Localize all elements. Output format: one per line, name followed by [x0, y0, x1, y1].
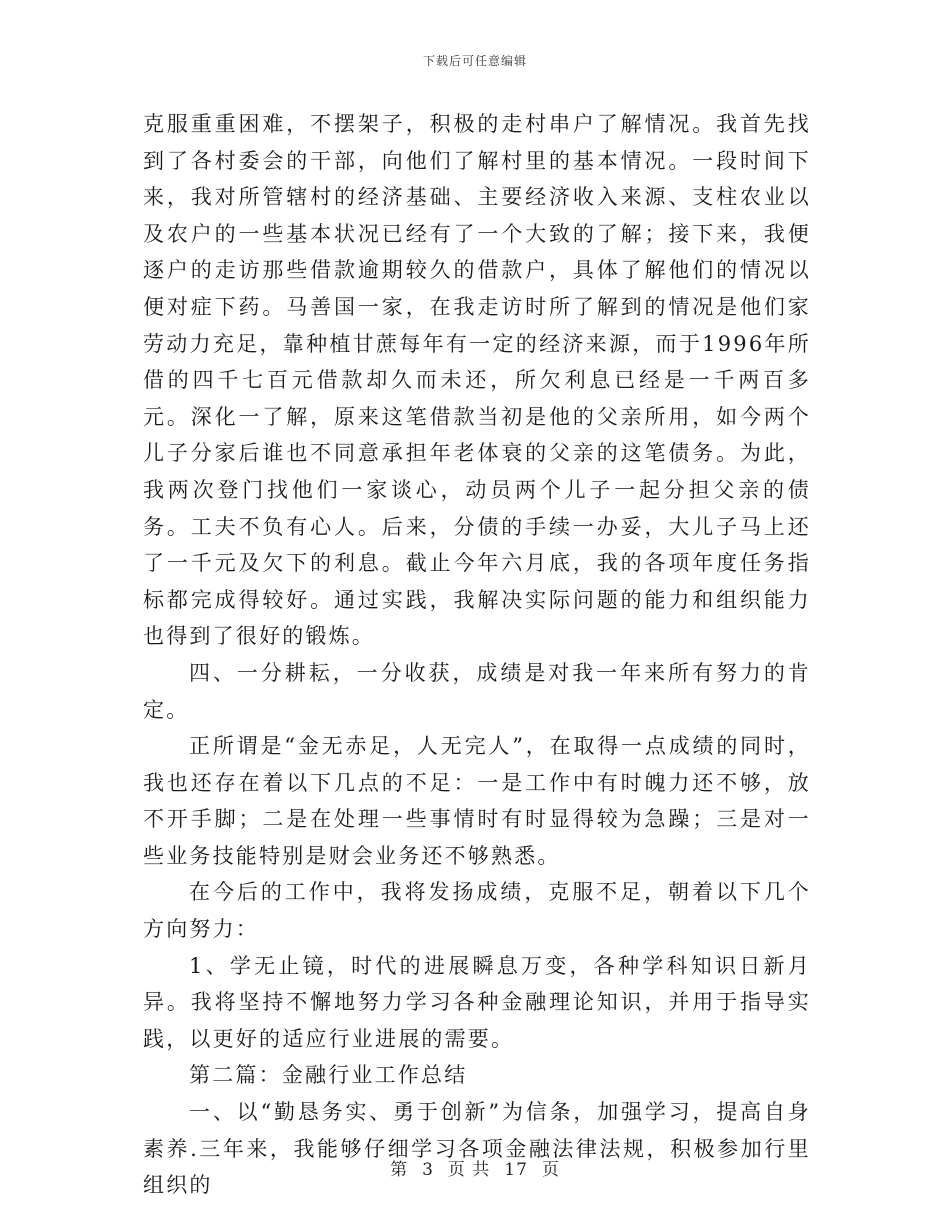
paragraph-1: 克服重重困难，不摆架子，积极的走村串户了解情况。我首先找到了各村委会的干部，向他们了解村里的基本情况。一段时间下来，我对所管辖村的经济基础、主要经济收入来源、支柱农业以及农户的一些基本状况已经有了一个大致的了解；接下来，我便逐户的走访那些借款逾期较久的借款户，具体了解他们的情况以便对症下药。马善国一家，在我走访时所了解到的情况是他们家劳动力充足，靠种植甘蔗每年有一定的经济来源，而于1996年所借的四千七百元借款却久而未还，所欠利息已经是一千两百多元。深化一了解，原来这笔借款当初是他的父亲所用，如今两个儿子分家后谁也不同意承担年老体衰的父亲的这笔债务。为此，我两次登门找他们一家谈心，动员两个儿子一起分担父亲的债务。工夫不负有心人。后来，分债的手续一办妥，大儿子马上还了一千元及欠下的利息。截止今年六月底，我的各项年度任务指标都完成得较好。通过实践，我解决实际问题的能力和组织能力也得到了很好的锻炼。 [143, 112, 811, 649]
paragraph-2: 四、一分耕耘，一分收获，成绩是对我一年来所有努力的肯定。 [143, 660, 811, 722]
paragraph-5: 1、学无止镜，时代的进展瞬息万变，各种学科知识日新月异。我将坚持不懈地努力学习各种金融理论知识，并用于指导实践，以更好的适应行业进展的需要。 [143, 953, 811, 1051]
footer-prefix: 第 [390, 1160, 409, 1180]
footer-suffix: 页 [541, 1160, 560, 1180]
page-header: 下载后可任意编辑 [422, 54, 527, 68]
document-body [143, 106, 811, 1204]
page-footer [0, 1155, 950, 1180]
page-number: 3 [422, 1160, 434, 1180]
paragraph-3: 正所谓是“金无赤足，人无完人”，在取得一点成绩的同时，我也还存在着以下几点的不足：一是工作中有时魄力还不够，放不开手脚；二是在处理一些事情时有时显得较为急躁；三是对一些业务技能特别是财会业务还不够熟悉。 [143, 734, 811, 868]
total-pages: 17 [504, 1160, 528, 1180]
paragraph-4: 在今后的工作中，我将发扬成绩，克服不足，朝着以下几个方向努力： [143, 880, 811, 942]
paragraph-6: 一、以“勤恳务实、勇于创新”为信条，加强学习，提高自身素养.三年来，我能够仔细学习各项金融法律法规，积极参加行里组织的 [143, 1100, 811, 1198]
footer-middle: 页 共 [447, 1160, 491, 1180]
section-heading: 第二篇：金融行业工作总结 [189, 1063, 468, 1088]
